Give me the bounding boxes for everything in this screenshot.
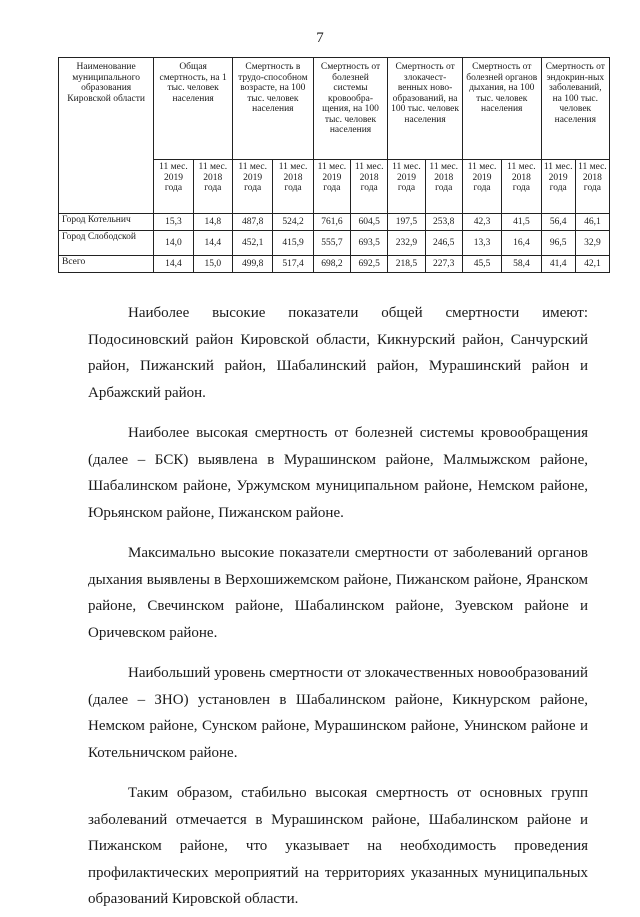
- table-row: [59, 231, 610, 256]
- table-cell: 96,5: [541, 231, 575, 256]
- table-cell: 41,4: [541, 256, 575, 273]
- paragraph: Наибольший уровень смертности от злокачественных новообразований (далее – ЗНО) установлен в Шабалинском районе, Кикнурском районе, Немском районе, Сунском районе, Мурашинском районе, Унинском районе и Котельничском районе.: [88, 665, 588, 761]
- period-header: 11 мес. 2019 года: [541, 160, 575, 214]
- column-header-respiratory-mortality: Смертность от болезней органов дыхания, на 100 тыс. человек населения: [462, 58, 541, 160]
- table-cell: 45,5: [462, 256, 501, 273]
- paragraph: Максимально высокие показатели смертности от заболеваний органов дыхания выявлены в Верхошижемском районе, Пижанском районе, Яранском районе, Свечинском районе, Шабалинском районе, Зуевском районе и Оричевском районе.: [88, 545, 588, 641]
- table-cell: 499,8: [232, 256, 272, 273]
- table-header-row: [59, 58, 610, 160]
- table-cell: 487,8: [232, 214, 272, 231]
- table-cell: 246,5: [425, 231, 462, 256]
- period-header: 11 мес. 2019 года: [388, 160, 425, 214]
- table-cell: 452,1: [232, 231, 272, 256]
- table-cell: 41,5: [502, 214, 541, 231]
- table-cell: 692,5: [351, 256, 388, 273]
- table-cell: 698,2: [313, 256, 350, 273]
- table-row: [59, 256, 610, 273]
- period-header: 11 мес. 2019 года: [154, 160, 193, 214]
- table-cell: 761,6: [313, 214, 350, 231]
- table-cell: 16,4: [502, 231, 541, 256]
- table-cell: 253,8: [425, 214, 462, 231]
- mortality-table: [58, 57, 610, 273]
- table-cell: 693,5: [351, 231, 388, 256]
- paragraph: Наиболее высокие показатели общей смертности имеют: Подосиновский район Кировской области, Кикнурский район, Санчурский район, Пижанский район, Шабалинский район, Мурашинский район и Арбажский район.: [88, 305, 588, 401]
- period-header: 11 мес. 2018 года: [273, 160, 313, 214]
- column-header-working-age-mortality: Смертность в трудо-способном возрасте, на 100 тыс. человек населения: [232, 58, 313, 160]
- table-cell: 15,0: [193, 256, 232, 273]
- column-header-total-mortality: Общая смертность, на 1 тыс. человек населения: [154, 58, 233, 160]
- paragraph: Наиболее высокая смертность от болезней системы кровообращения (далее – БСК) выявлена в Мурашинском районе, Малмыжском районе, Шабалинском районе, Уржумском муниципальном районе, Немском районе, Юрьянском районе, Пижанском районе.: [88, 425, 588, 521]
- table-cell: 42,1: [575, 256, 609, 273]
- row-name: Город Котельнич: [59, 214, 154, 231]
- period-header: 11 мес. 2018 года: [575, 160, 609, 214]
- table-cell: 14,0: [154, 231, 193, 256]
- period-header: 11 мес. 2018 года: [502, 160, 541, 214]
- table-cell: 14,4: [154, 256, 193, 273]
- row-name: Город Слободской: [59, 231, 154, 256]
- table-cell: 56,4: [541, 214, 575, 231]
- table-cell: 42,3: [462, 214, 501, 231]
- table-cell: 46,1: [575, 214, 609, 231]
- table-cell: 14,8: [193, 214, 232, 231]
- paragraph: Таким образом, стабильно высокая смертность от основных групп заболеваний отмечается в Мурашинском районе, Шабалинском районе и Пижанском районе, что указывает на необходимость проведения профилактических мероприятий на территориях указанных муниципальных образований Кировской области.: [88, 785, 588, 907]
- period-header: 11 мес. 2019 года: [313, 160, 350, 214]
- table-cell: 14,4: [193, 231, 232, 256]
- period-header: 11 мес. 2018 года: [425, 160, 462, 214]
- column-header-endocrine-mortality: Смертность от эндокрин-ных заболеваний, на 100 тыс. человек населения: [541, 58, 609, 160]
- column-header-neoplasm-mortality: Смертность от злокачест-венных ново-образований, на 100 тыс. человек населения: [388, 58, 463, 160]
- period-header: 11 мес. 2019 года: [232, 160, 272, 214]
- table-cell: 32,9: [575, 231, 609, 256]
- table-cell: 555,7: [313, 231, 350, 256]
- body-text: [88, 300, 588, 917]
- table-cell: 197,5: [388, 214, 425, 231]
- table-cell: 524,2: [273, 214, 313, 231]
- table-cell: 13,3: [462, 231, 501, 256]
- table-cell: 517,4: [273, 256, 313, 273]
- period-header: 11 мес. 2018 года: [193, 160, 232, 214]
- table-cell: 232,9: [388, 231, 425, 256]
- row-name: Всего: [59, 256, 154, 273]
- table-cell: 58,4: [502, 256, 541, 273]
- period-header: 11 мес. 2019 года: [462, 160, 501, 214]
- column-header-name: Наименование муниципального образования Кировской области: [59, 58, 154, 214]
- page-number: 7: [316, 30, 324, 46]
- column-header-circulatory-mortality: Смертность от болезней системы кровообра-щения, на 100 тыс. человек населения: [313, 58, 388, 160]
- table-cell: 15,3: [154, 214, 193, 231]
- table-row: [59, 214, 610, 231]
- table-cell: 604,5: [351, 214, 388, 231]
- period-header: 11 мес. 2018 года: [351, 160, 388, 214]
- table-cell: 415,9: [273, 231, 313, 256]
- table-cell: 227,3: [425, 256, 462, 273]
- table-cell: 218,5: [388, 256, 425, 273]
